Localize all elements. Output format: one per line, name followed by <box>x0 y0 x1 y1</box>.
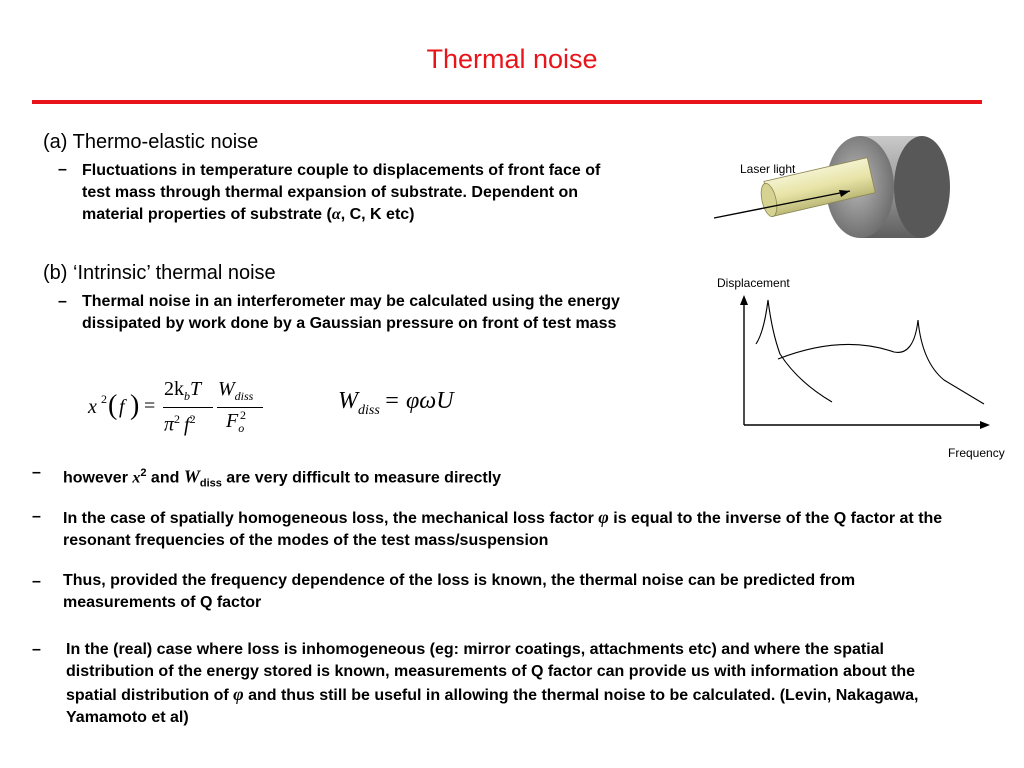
eq1-fo-sub: o <box>238 421 245 435</box>
resonance-curve-1 <box>756 300 832 402</box>
bullet-1-pre: In the case of spatially homogeneous loss, the mechanical loss factor <box>63 510 599 527</box>
eq1-f: f <box>119 396 125 418</box>
section-a-heading: (a) Thermo-elastic noise <box>43 131 259 153</box>
eq1-denominator <box>164 412 196 437</box>
bullet-marker: – <box>32 508 41 525</box>
bullet-marker: – <box>32 573 41 590</box>
bullet-0-post: are very difficult to measure directly <box>221 469 502 487</box>
bullet-marker: – <box>58 293 67 310</box>
eq1-w-sub: diss <box>234 389 254 403</box>
eq1-F: F <box>226 410 239 432</box>
bullet-0-w-sub: diss <box>199 477 222 490</box>
eq1-num-sub-b: b <box>184 389 190 403</box>
graph-x-axis-arrow <box>980 421 990 429</box>
title-divider <box>32 100 982 104</box>
bullet-homogeneous-loss <box>63 506 993 552</box>
section-b-heading: (b) ‘Intrinsic’ thermal noise <box>43 262 276 284</box>
equation-wdiss <box>338 388 454 419</box>
eq1-equals: = <box>144 395 156 417</box>
eq1-x-exp: 2 <box>101 392 107 406</box>
phi-symbol: φ <box>233 684 244 704</box>
alpha-symbol: α <box>331 206 341 223</box>
bullet-0-pre: however <box>63 469 133 487</box>
bullet-0-w: W <box>183 466 200 487</box>
bullet-marker: – <box>32 641 41 658</box>
eq1-fraction-bar-1 <box>163 407 213 408</box>
eq2-rhs: = φωU <box>383 388 454 414</box>
eq1-den-pi-exp: 2 <box>174 412 181 426</box>
eq1-fo-exp: 2 <box>240 408 246 422</box>
eq1-close-paren: ) <box>130 390 140 421</box>
section-a-text-main: Fluctuations in temperature couple to displacements of front face of test mass through thermal expansion of substrate. Dependent on material properties of substrate ( <box>82 162 601 223</box>
eq1-w: W <box>218 378 235 400</box>
eq1-numerator <box>164 378 201 404</box>
section-a-text <box>82 160 632 226</box>
laser-light-label: Laser light <box>740 162 796 176</box>
section-b-text: Thermal noise in an interferometer may be calculated using the energy dissipated by work done by a Gaussian pressure on front of test mass <box>82 293 620 332</box>
test-mass-figure <box>700 128 970 246</box>
eq1-open-paren: ( <box>108 390 118 421</box>
bullet-marker: – <box>58 161 67 178</box>
displacement-frequency-graph <box>700 270 1020 466</box>
bullet-0-exp: 2 <box>140 467 147 479</box>
bullet-3-post: and thus still be useful in allowing the thermal noise to be calculated. (Levin, Nakagawa, Yamamoto et al) <box>66 687 919 726</box>
resonance-curve-2 <box>778 320 984 404</box>
bullet-inhomogeneous-loss <box>66 639 946 729</box>
eq1-num-T: T <box>190 378 202 400</box>
eq2-w: W <box>338 388 358 414</box>
graph-y-axis-arrow <box>740 295 748 305</box>
section-a-text-end: , C, K etc) <box>340 206 415 223</box>
eq1-x: x <box>88 396 97 418</box>
eq1-den-f-exp: 2 <box>189 412 196 426</box>
slide-title: Thermal noise <box>426 44 598 74</box>
bullet-1-post: is equal to the inverse of the Q factor at the resonant frequencies of the modes of the test mass/suspension <box>63 510 943 549</box>
eq1-wdiss <box>218 378 253 404</box>
eq1-num-2k: 2k <box>164 378 184 400</box>
eq1-den-pi: π <box>164 413 175 436</box>
bullet-measurement-difficulty <box>63 462 983 495</box>
equation-thermal-noise <box>84 376 284 440</box>
bullet-3-pre: In the (real) case where loss is inhomogeneous (eg: mirror coatings, attachments etc) and where the spatial distribution of the energy stored is known, measurements of Q factor can provide us with information about the spatial distribution of <box>66 641 915 704</box>
eq1-den-f: f <box>184 413 190 436</box>
bullet-0-mid: and <box>146 469 184 487</box>
bullet-0-x: x <box>132 469 141 487</box>
graph-y-label: Displacement <box>717 276 790 290</box>
graph-x-label: Frequency <box>948 446 1005 460</box>
eq2-w-sub: diss <box>358 402 380 418</box>
bullet-marker: – <box>32 464 41 481</box>
bullet-frequency-dependence: Thus, provided the frequency dependence of the loss is known, the thermal noise can be predicted from measurements of Q factor <box>63 572 856 611</box>
phi-symbol: φ <box>598 507 609 527</box>
